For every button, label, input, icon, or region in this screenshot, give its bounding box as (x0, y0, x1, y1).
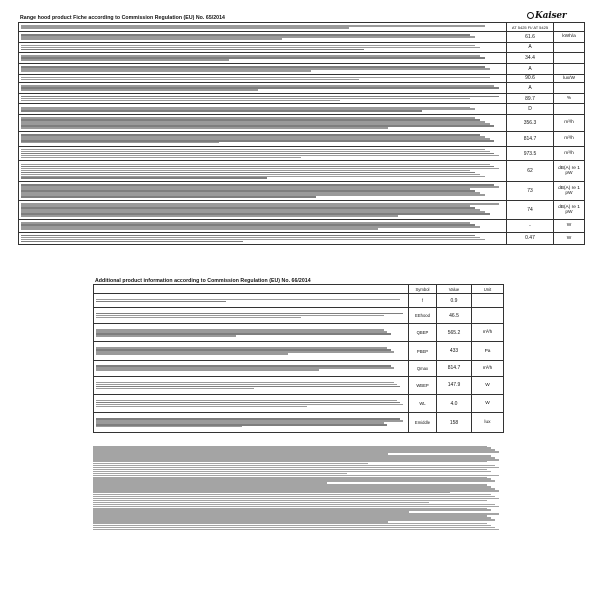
additional-row-symbol: QBEP (409, 324, 437, 342)
fiche-row-unit: lux/W (554, 74, 585, 83)
additional-header-row (94, 285, 504, 294)
fiche-row-description (19, 63, 507, 74)
fiche-row-description (19, 32, 507, 43)
additional-row (94, 394, 504, 412)
additional-row-unit: m³/h (472, 360, 504, 376)
multilingual-footnotes (93, 445, 503, 531)
fiche-row-unit: % (554, 93, 585, 104)
fiche-row (19, 53, 585, 64)
additional-row-unit (472, 294, 504, 308)
fiche-row-description (19, 53, 507, 64)
fiche-header-row (19, 23, 585, 32)
fiche-row-unit (554, 53, 585, 64)
fiche-row (19, 42, 585, 53)
additional-row-unit: m³/h (472, 324, 504, 342)
additional-row-description (94, 342, 409, 360)
fiche-row (19, 201, 585, 220)
additional-row-symbol: WBEP (409, 376, 437, 394)
fiche-row-unit: m³/h (554, 115, 585, 132)
fiche-row-value: A (507, 83, 554, 94)
fiche-row-description (19, 104, 507, 115)
fiche-row (19, 83, 585, 94)
additional-row-description (94, 294, 409, 308)
additional-row-unit: lux (472, 413, 504, 433)
fiche-row-value: 90.6 (507, 74, 554, 83)
fiche-row-value: 973.5 (507, 146, 554, 161)
additional-row-value: 814.7 (437, 360, 472, 376)
additional-row-description (94, 376, 409, 394)
additional-row-value: 147.9 (437, 376, 472, 394)
additional-row-symbol: PBEP (409, 342, 437, 360)
additional-row (94, 324, 504, 342)
fiche-row-unit: W (554, 232, 585, 245)
additional-row-value: 0.9 (437, 294, 472, 308)
fiche-row-unit: dB(A) re 1 pW (554, 161, 585, 182)
additional-row-value: 46.5 (437, 308, 472, 324)
fiche-row-description (19, 74, 507, 83)
additional-row (94, 308, 504, 324)
fiche-row (19, 115, 585, 132)
fiche-row-description (19, 161, 507, 182)
fiche-row (19, 232, 585, 245)
fiche-row-value: - (507, 219, 554, 232)
fiche-row-unit (554, 42, 585, 53)
fiche-row-unit: m³/h (554, 131, 585, 146)
fiche-row-description (19, 146, 507, 161)
fiche-row-value: 61.6 (507, 32, 554, 43)
fiche-row-value: 89.7 (507, 93, 554, 104)
product-fiche-table (18, 22, 585, 245)
additional-row (94, 413, 504, 433)
additional-row-symbol: Emiddle (409, 413, 437, 433)
fiche-row-description (19, 131, 507, 146)
fiche-header-desc (19, 23, 507, 32)
additional-info-title: Additional product information according to Commission Regulation (EU) No. 66/2014 (95, 278, 311, 284)
model-reference: AT 5425 FI/ AT 5425 (507, 23, 554, 32)
additional-row-unit: Pa (472, 342, 504, 360)
fiche-row (19, 32, 585, 43)
additional-row-description (94, 308, 409, 324)
fiche-row-value: 74 (507, 201, 554, 220)
additional-info-table (93, 284, 504, 433)
additional-row-description (94, 394, 409, 412)
additional-row-description (94, 413, 409, 433)
fiche-row-value: A (507, 42, 554, 53)
fiche-row-unit: W (554, 219, 585, 232)
fiche-row-description (19, 83, 507, 94)
additional-row-value: 4.0 (437, 394, 472, 412)
fiche-row-value: 62 (507, 161, 554, 182)
fiche-row (19, 131, 585, 146)
fiche-row-value: 73 (507, 182, 554, 201)
additional-row-value: 565.2 (437, 324, 472, 342)
symbol-header: Symbol (409, 285, 437, 294)
fiche-row-description (19, 201, 507, 220)
additional-row-description (94, 360, 409, 376)
fiche-row (19, 146, 585, 161)
fiche-row-description (19, 115, 507, 132)
additional-row-value: 433 (437, 342, 472, 360)
fiche-row-description (19, 93, 507, 104)
fiche-row-unit: dB(A) re 1 pW (554, 182, 585, 201)
fiche-row-value: A (507, 63, 554, 74)
additional-row-unit: W (472, 394, 504, 412)
fiche-row-value: 34.4 (507, 53, 554, 64)
fiche-row-value: D (507, 104, 554, 115)
fiche-row-value: 0.47 (507, 232, 554, 245)
fiche-row (19, 74, 585, 83)
additional-row-symbol: f (409, 294, 437, 308)
additional-row (94, 360, 504, 376)
fiche-row (19, 93, 585, 104)
fiche-row-unit (554, 63, 585, 74)
footnote-line (93, 529, 499, 530)
fiche-row-unit (554, 83, 585, 94)
fiche-row (19, 219, 585, 232)
fiche-row-description (19, 219, 507, 232)
additional-row-symbol: EEhood (409, 308, 437, 324)
additional-row-symbol: Qmax (409, 360, 437, 376)
fiche-row (19, 104, 585, 115)
fiche-row-unit: dB(A) re 1 pW (554, 201, 585, 220)
brand-mark-icon (527, 12, 534, 19)
fiche-row-value: 356.3 (507, 115, 554, 132)
additional-row-unit: W (472, 376, 504, 394)
fiche-row-unit: m³/h (554, 146, 585, 161)
fiche-row (19, 63, 585, 74)
fiche-row-description (19, 42, 507, 53)
fiche-row-description (19, 182, 507, 201)
additional-row-symbol: WL (409, 394, 437, 412)
brand-name: Kaiser (535, 11, 567, 21)
additional-row (94, 294, 504, 308)
fiche-row-unit (554, 104, 585, 115)
brand-logo (527, 11, 566, 21)
additional-row-unit (472, 308, 504, 324)
additional-row-value: 158 (437, 413, 472, 433)
unit-header: Unit (472, 285, 504, 294)
fiche-row-unit: kWh/a (554, 32, 585, 43)
value-header: Value (437, 285, 472, 294)
additional-row (94, 342, 504, 360)
fiche-row-value: 814.7 (507, 131, 554, 146)
fiche-title: Range hood product Fiche according to Commission Regulation (EU) No. 65/2014 (20, 15, 225, 21)
additional-row-description (94, 324, 409, 342)
fiche-row-description (19, 232, 507, 245)
fiche-row (19, 161, 585, 182)
fiche-row (19, 182, 585, 201)
additional-row (94, 376, 504, 394)
